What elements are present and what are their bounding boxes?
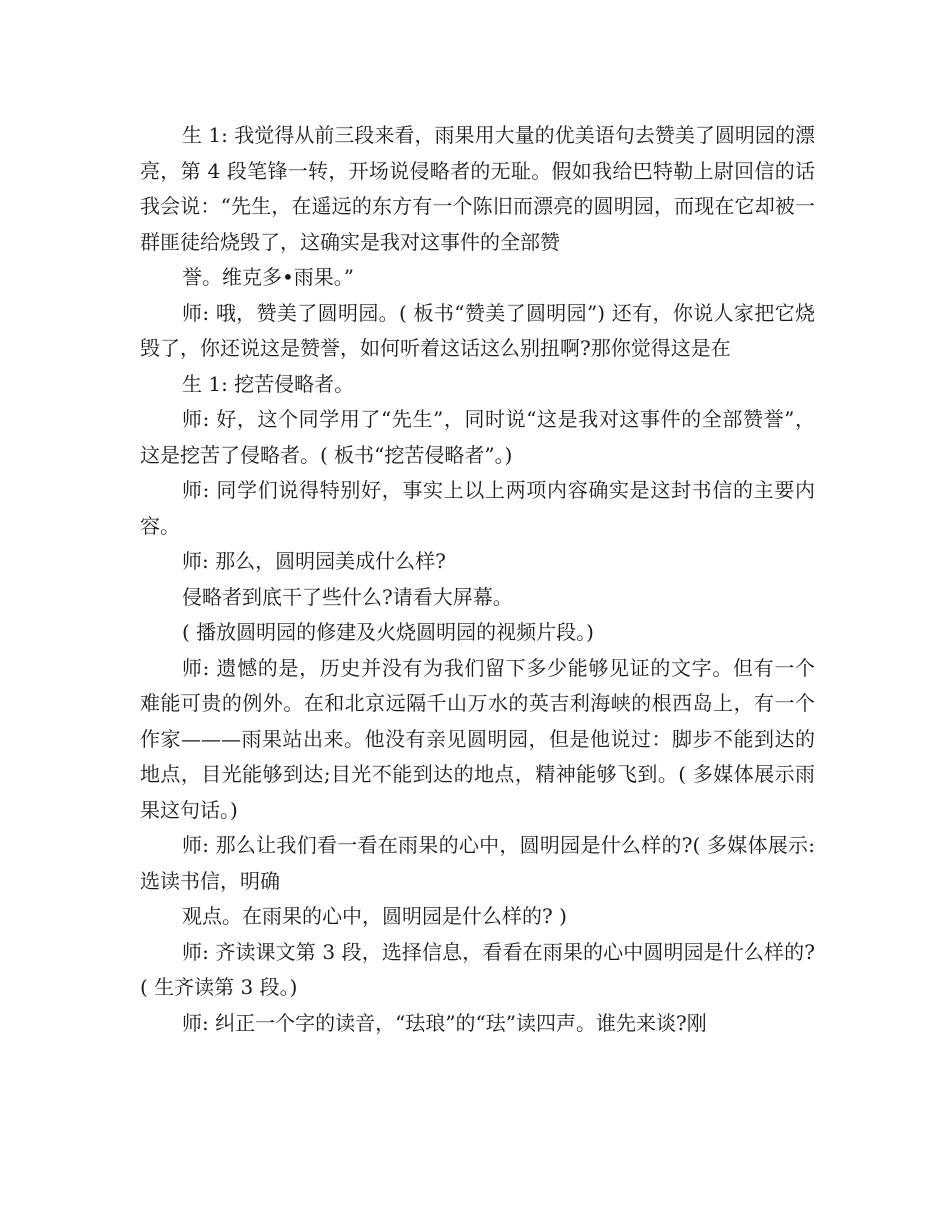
paragraph: ( 播放圆明园的修建及火烧圆明园的视频片段。) <box>182 620 594 644</box>
paragraph: 侵略者到底干了些什么?请看大屏幕。 <box>182 584 513 609</box>
paragraph: 观点。在雨果的心中，圆明园是什么样的? ) <box>182 904 567 928</box>
document-body <box>140 118 815 1041</box>
paragraph: 师: 那么，圆明园美成什么样? <box>182 549 446 573</box>
paragraph: 生 1: 挖苦侵略者。 <box>182 371 355 396</box>
paragraph: 师: 纠正一个字的读音，“珐琅”的“珐”读四声。谁先来谈?刚 <box>182 1010 707 1035</box>
paragraph: 师: 好，这个同学用了“先生”，同时说“这是我对这事件的全部赞誉”，这是挖苦了侵略者。( 板书“挖苦侵略者”。) <box>140 407 815 467</box>
paragraph: 誉。维克多•雨果。” <box>182 265 355 289</box>
paragraph: 师: 齐读课文第 3 段，选择信息，看看在雨果的心中圆明园是什么样的?( 生齐读第 3 段。) <box>140 939 815 999</box>
paragraph: 生 1: 我觉得从前三段来看，雨果用大量的优美语句去赞美了圆明园的漂亮，第 4 段笔锋一转，开场说侵略者的无耻。假如我给巴特勒上尉回信的话我会说：“先生，在遥远的东方有一个陈旧而漂亮的圆明园，而现在它却被一群匪徒给烧毁了，这确实是我对这事件的全部赞 <box>140 123 815 254</box>
paragraph: 师: 哦，赞美了圆明园。( 板书“赞美了圆明园”) 还有，你说人家把它烧毁了，你还说这是赞誉，如何听着这话这么别扭啊?那你觉得这是在 <box>140 300 815 360</box>
paragraph: 师: 遗憾的是，历史并没有为我们留下多少能够见证的文字。但有一个难能可贵的例外。在和北京远隔千山万水的英吉利海峡的根西岛上，有一个作家———雨果站出来。他没有亲见圆明园，但是他说过：脚步不能到达的地点，目光能够到达;目光不能到达的地点，精神能够飞到。( 多媒体展示雨果这句话。) <box>140 655 815 822</box>
paragraph: 师: 那么让我们看一看在雨果的心中，圆明园是什么样的?( 多媒体展示: 选读书信，明确 <box>140 833 815 893</box>
paragraph: 师: 同学们说得特别好，事实上以上两项内容确实是这封书信的主要内容。 <box>140 478 815 538</box>
